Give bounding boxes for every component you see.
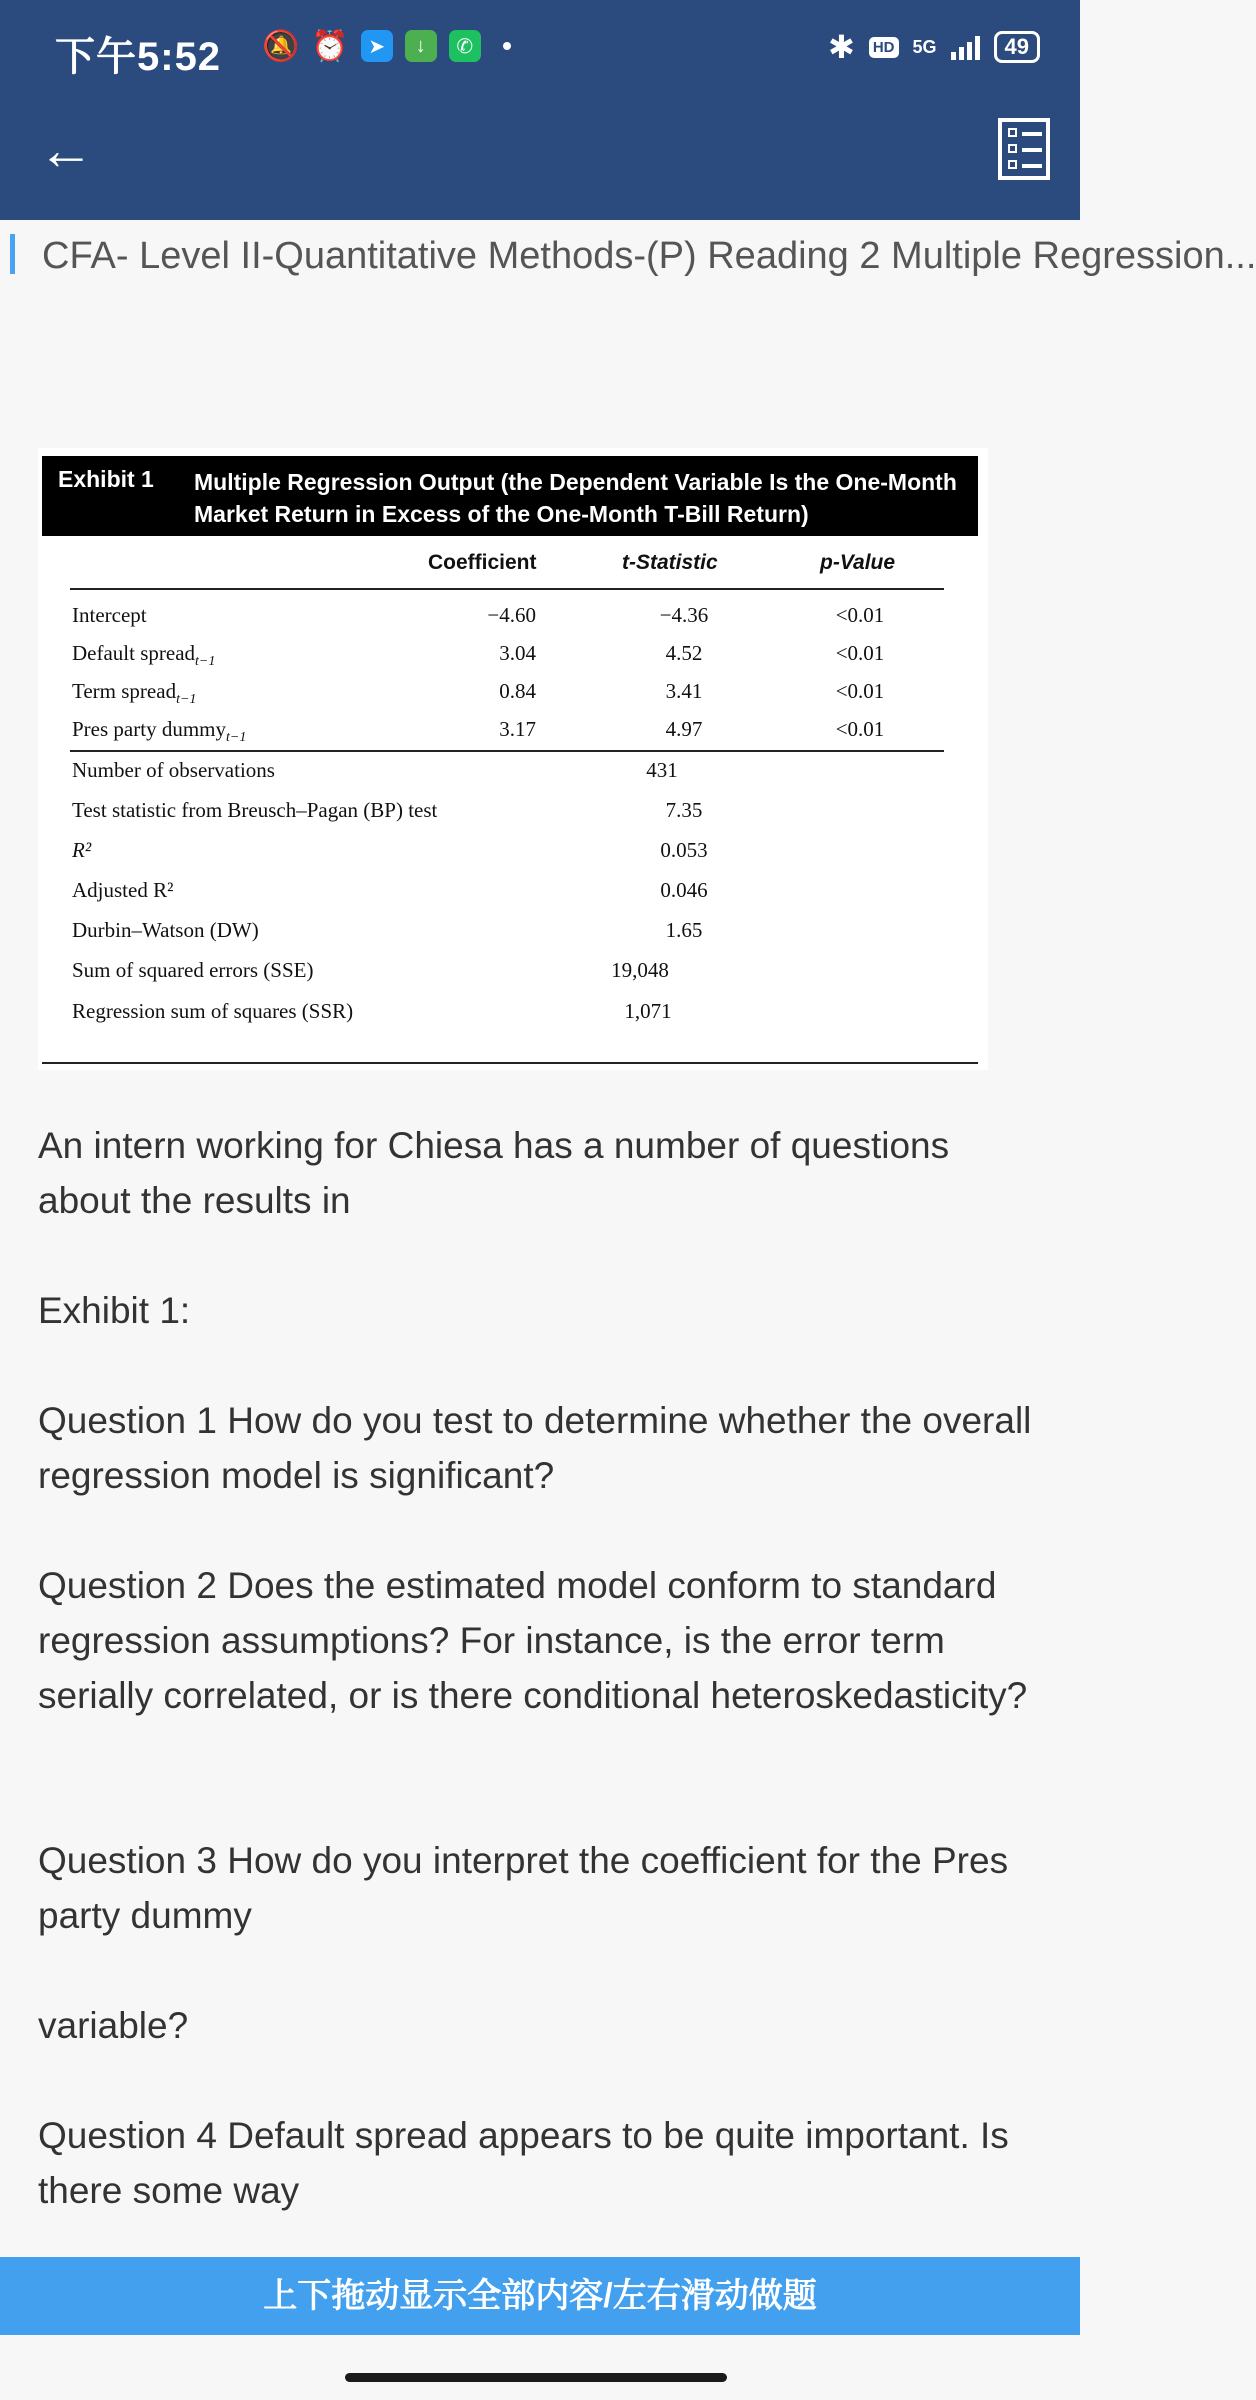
row-label: Default spread$_{t-1}$	[72, 641, 216, 670]
app-notification-icon: ➤	[361, 30, 393, 62]
row-p-value: <0.01	[835, 603, 885, 627]
page-title: CFA- Level II-Quantitative Methods-(P) Reading 2 Multiple Regression...	[42, 235, 1256, 277]
exhibit-label: Exhibit 1	[58, 466, 154, 492]
signal-icon	[951, 34, 980, 60]
table-rule-top	[70, 588, 944, 590]
exhibit-header	[42, 456, 978, 536]
row-coefficient: 0.84	[499, 679, 536, 703]
status-time: 下午5:52	[55, 35, 222, 79]
stat-value: 0.046	[660, 878, 708, 902]
bluetooth-icon: ✱	[828, 29, 855, 65]
phone-notification-icon: ✆	[449, 30, 481, 62]
stat-value: 431	[646, 758, 678, 782]
notification-icons	[262, 30, 511, 62]
back-arrow-icon[interactable]: ←	[38, 118, 94, 181]
question-title-row	[0, 228, 1256, 288]
stat-value: 1,071	[624, 999, 672, 1023]
paragraph: Exhibit 1:	[38, 1290, 191, 1331]
network-type: 5G	[912, 37, 937, 57]
stat-value: 19,048	[611, 958, 669, 982]
table-rule-middle	[70, 750, 944, 752]
question-list-icon[interactable]	[998, 118, 1050, 180]
column-header-coefficient: Coefficient	[428, 551, 537, 574]
row-label: Term spread$_{t-1}$	[72, 679, 197, 708]
status-bar	[0, 0, 1080, 100]
row-p-value: <0.01	[835, 679, 885, 703]
hd-badge: HD	[869, 37, 899, 58]
stat-value: 1.65	[665, 918, 703, 942]
exhibit-table-image	[38, 448, 988, 1070]
paragraph: Question 4 Default spread appears to be quite important. Is there some way	[38, 2115, 1009, 2211]
stat-label: Test statistic from Breusch–Pagan (BP) test	[72, 798, 438, 822]
column-header-t-statistic: t-Statistic	[622, 551, 718, 574]
paragraph: variable?	[38, 2005, 189, 2046]
row-p-value: <0.01	[835, 717, 885, 741]
more-notifications-icon	[503, 42, 511, 50]
paragraph: An intern working for Chiesa has a number of questions about the results in	[38, 1125, 950, 1221]
mute-icon: 🔕	[262, 29, 300, 63]
row-p-value: <0.01	[835, 641, 885, 665]
stat-label: Durbin–Watson (DW)	[72, 918, 259, 942]
paragraph: Question 2 Does the estimated model conform to standard regression assumptions? For instance, is the error term serially correlated, or is there conditional heteroskedasticity?	[38, 1565, 1028, 1716]
table-rule-bottom	[42, 1062, 978, 1064]
app-header	[0, 0, 1080, 220]
row-t-statistic: 3.41	[665, 679, 703, 703]
swipe-hint-banner[interactable]: 上下拖动显示全部内容/左右滑动做题	[0, 2257, 1080, 2335]
row-coefficient: 3.17	[499, 717, 536, 741]
stat-value: 0.053	[660, 838, 708, 862]
download-notification-icon: ↓	[405, 30, 437, 62]
home-indicator[interactable]	[345, 2373, 727, 2382]
paragraph: Question 1 How do you test to determine whether the overall regression model is significant?	[38, 1400, 1032, 1496]
row-label: Pres party dummy$_{t-1}$	[72, 717, 247, 746]
stat-value: 7.35	[665, 798, 703, 822]
column-header-p-value: p-Value	[820, 551, 896, 574]
system-status	[828, 28, 1040, 66]
row-t-statistic: 4.52	[665, 641, 703, 665]
row-coefficient: −4.60	[487, 603, 536, 627]
stat-label: Number of observations	[72, 758, 275, 782]
stat-label: R²	[72, 838, 92, 862]
title-accent	[10, 234, 15, 274]
row-t-statistic: 4.97	[665, 717, 703, 741]
stat-label: Sum of squared errors (SSE)	[72, 958, 314, 982]
stat-label: Adjusted R²	[72, 878, 174, 902]
alarm-icon: ⏰	[311, 29, 349, 63]
paragraph: Question 3 How do you interpret the coefficient for the Pres party dummy	[38, 1840, 1009, 1936]
row-t-statistic: −4.36	[659, 603, 709, 627]
stat-label: Regression sum of squares (SSR)	[72, 999, 354, 1023]
row-label: Intercept	[72, 603, 147, 627]
battery-indicator: 49	[994, 31, 1040, 63]
row-coefficient: 3.04	[499, 641, 536, 665]
exhibit-title: Multiple Regression Output (the Dependent Variable Is the One-Month Market Return in Excess of the One-Month T-Bill Return)	[194, 469, 957, 527]
